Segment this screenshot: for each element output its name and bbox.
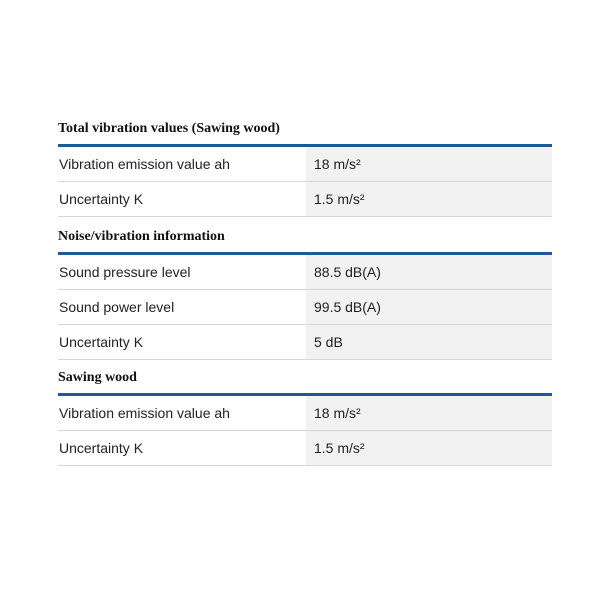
section-title: Noise/vibration information (58, 229, 225, 244)
spec-value: 5 dB (306, 325, 552, 359)
spec-row (58, 396, 552, 431)
spec-section-sawing-wood (58, 369, 552, 466)
spec-label: Vibration emission value ah (58, 396, 306, 430)
spec-label: Vibration emission value ah (58, 147, 306, 181)
spec-row (58, 431, 552, 466)
spec-row (58, 290, 552, 325)
spec-section-total-vibration (58, 120, 552, 217)
spec-label: Sound pressure level (58, 255, 306, 289)
spec-value: 88.5 dB(A) (306, 255, 552, 289)
spec-row (58, 182, 552, 217)
spec-label: Uncertainty K (58, 182, 306, 216)
spec-label: Sound power level (58, 290, 306, 324)
section-title: Total vibration values (Sawing wood) (58, 121, 280, 136)
spec-label: Uncertainty K (58, 431, 306, 465)
spec-label: Uncertainty K (58, 325, 306, 359)
section-title: Sawing wood (58, 370, 137, 385)
spec-value: 1.5 m/s² (306, 182, 552, 216)
spec-row (58, 147, 552, 182)
spec-row (58, 255, 552, 290)
spec-section-noise-vibration (58, 228, 552, 360)
spec-value: 1.5 m/s² (306, 431, 552, 465)
spec-value: 99.5 dB(A) (306, 290, 552, 324)
spec-value: 18 m/s² (306, 147, 552, 181)
spec-value: 18 m/s² (306, 396, 552, 430)
spec-row (58, 325, 552, 360)
